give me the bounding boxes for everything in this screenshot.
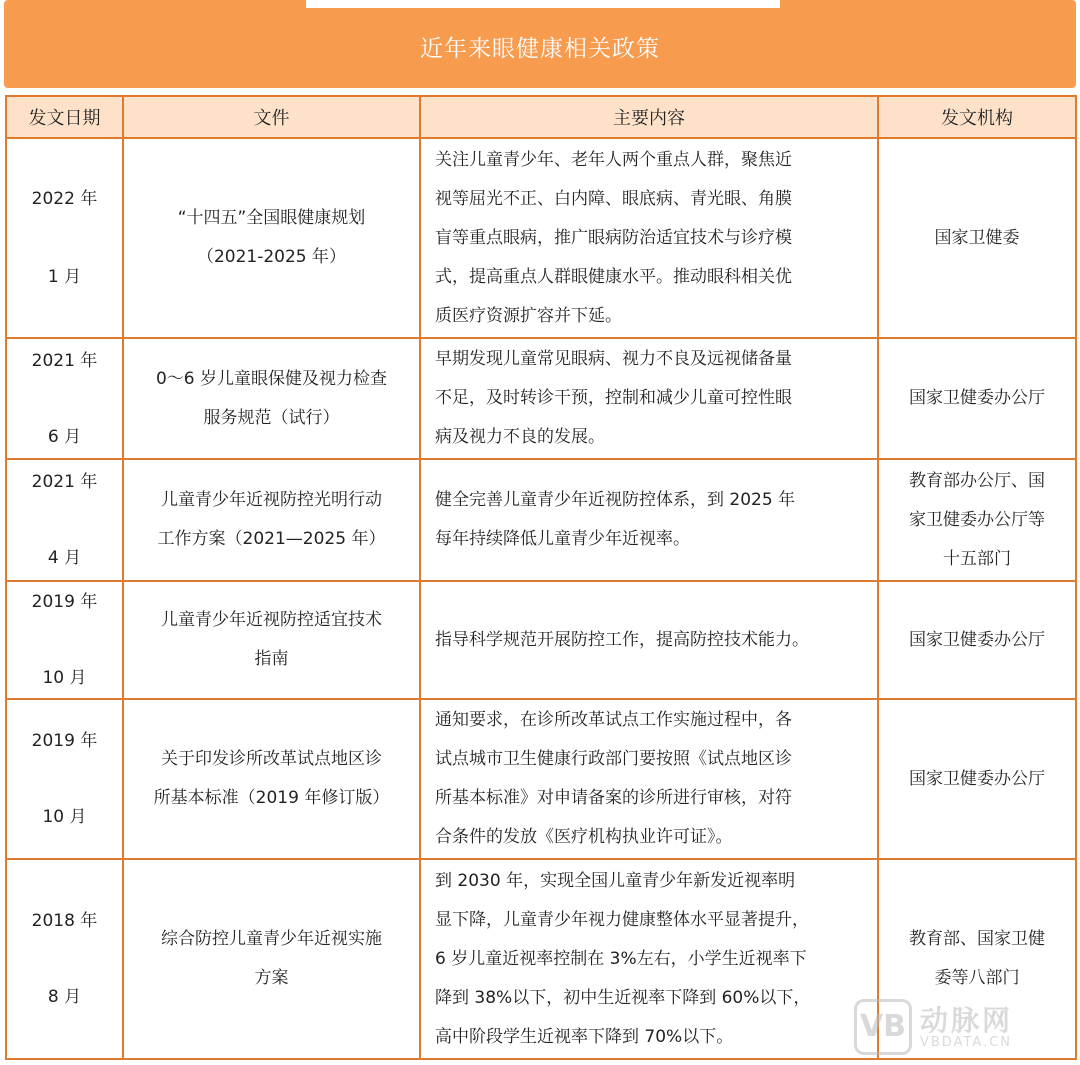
content-line: 不足，及时转诊干预，控制和减少儿童可控性眼	[435, 388, 792, 408]
content-line: 显下降，儿童青少年视力健康整体水平显著提升，	[435, 909, 809, 930]
cell-org	[878, 338, 1076, 459]
file-line: “十四五”全国眼健康规划	[177, 208, 366, 228]
date-month: 4 月	[47, 548, 82, 568]
content-line: 指导科学规范开展防控工作，提高防控技术能力。	[435, 629, 809, 650]
cell-file	[123, 338, 420, 459]
content-line: 所基本标准》对申请备案的诊所进行审核，对符	[435, 788, 792, 808]
cell-content	[420, 581, 878, 699]
date-month: 8 月	[47, 987, 82, 1007]
org-line: 国家卫健委办公厅	[909, 388, 1045, 408]
date-year: 2022 年	[31, 189, 98, 209]
cell-date	[6, 138, 123, 338]
content-line: 式，提高重点人群眼健康水平。推动眼科相关优	[435, 266, 792, 287]
vb-logo-icon: VB	[854, 999, 912, 1055]
banner-notch	[306, 0, 780, 8]
org-line: 国家卫健委	[934, 227, 1020, 248]
date-year: 2021 年	[31, 472, 98, 492]
header-date: 发文日期	[6, 96, 123, 138]
date-month: 10 月	[42, 668, 87, 688]
header-file: 文件	[123, 96, 420, 138]
content-line: 高中阶段学生近视率下降到 70%以下。	[435, 1026, 734, 1047]
header-content: 主要内容	[420, 96, 878, 138]
content-line: 通知要求，在诊所改革试点工作实施过程中，各	[435, 710, 792, 730]
file-line: 综合防控儿童青少年近视实施	[161, 929, 382, 949]
cell-file	[123, 699, 420, 859]
cell-file	[123, 138, 420, 338]
table-header-row	[6, 96, 1076, 138]
content-line: 关注儿童青少年、老年人两个重点人群，聚焦近	[435, 149, 792, 170]
content-line: 早期发现儿童常见眼病、视力不良及远视储备量	[435, 349, 792, 369]
table-row	[6, 581, 1076, 699]
cell-org	[878, 581, 1076, 699]
title-banner	[4, 0, 1076, 88]
file-line: 工作方案（2021—2025 年）	[157, 529, 386, 549]
policy-table	[5, 95, 1077, 1060]
table-row	[6, 459, 1076, 581]
cell-date	[6, 338, 123, 459]
cell-content	[420, 338, 878, 459]
content-line: 6 岁儿童近视率控制在 3%左右，小学生近视率下	[435, 948, 807, 969]
cell-content	[420, 699, 878, 859]
content-line: 质医疗资源扩容并下延。	[435, 305, 622, 326]
cell-content	[420, 859, 878, 1059]
org-line: 委等八部门	[934, 968, 1020, 988]
file-line: 所基本标准（2019 年修订版）	[153, 788, 390, 808]
content-line: 病及视力不良的发展。	[435, 427, 605, 447]
file-line: 服务规范（试行）	[203, 407, 340, 428]
date-month: 1 月	[47, 267, 82, 287]
vbdata-watermark	[854, 999, 1072, 1057]
file-line: 儿童青少年近视防控光明行动	[161, 490, 382, 510]
watermark-name: 动脉网	[920, 1004, 1014, 1037]
org-line: 教育部办公厅、国	[909, 470, 1045, 491]
file-line: 方案	[254, 968, 289, 988]
cell-content	[420, 459, 878, 581]
content-line: 健全完善儿童青少年近视防控体系，到 2025 年	[435, 490, 796, 510]
content-line: 到 2030 年，实现全国儿童青少年新发近视率明	[435, 870, 796, 891]
date-month: 10 月	[42, 807, 87, 827]
cell-date	[6, 459, 123, 581]
cell-org	[878, 459, 1076, 581]
content-line: 试点城市卫生健康行政部门要按照《试点地区诊	[435, 749, 792, 769]
watermark-domain: VBDATA.CN	[920, 1035, 1013, 1050]
date-year: 2019 年	[31, 592, 98, 612]
file-line: （2021-2025 年）	[196, 247, 347, 267]
cell-date	[6, 581, 123, 699]
org-line: 教育部、国家卫健	[909, 929, 1045, 949]
date-month: 6 月	[47, 426, 82, 447]
file-line: 儿童青少年近视防控适宜技术	[161, 610, 382, 630]
file-line: 关于印发诊所改革试点地区诊	[161, 749, 382, 769]
cell-date	[6, 699, 123, 859]
content-line: 降到 38%以下，初中生近视率下降到 60%以下，	[435, 987, 811, 1008]
page-title: 近年来眼健康相关政策	[420, 36, 660, 62]
org-line: 家卫健委办公厅等	[909, 509, 1045, 530]
content-line: 合条件的发放《医疗机构执业许可证》。	[435, 827, 733, 847]
header-org: 发文机构	[878, 96, 1076, 138]
cell-content	[420, 138, 878, 338]
date-year: 2019 年	[31, 731, 98, 751]
cell-org	[878, 138, 1076, 338]
content-line: 盲等重点眼病，推广眼病防治适宜技术与诊疗模	[435, 227, 792, 248]
table-row	[6, 338, 1076, 459]
file-line: 0～6 岁儿童眼保健及视力检查	[155, 368, 388, 389]
cell-file	[123, 581, 420, 699]
table-row	[6, 699, 1076, 859]
date-year: 2021 年	[31, 350, 98, 371]
cell-file	[123, 459, 420, 581]
org-line: 十五部门	[943, 548, 1011, 569]
cell-file	[123, 859, 420, 1059]
content-line: 视等屈光不正、白内障、眼底病、青光眼、角膜	[435, 188, 792, 209]
table-row	[6, 138, 1076, 338]
org-line: 国家卫健委办公厅	[909, 629, 1045, 650]
file-line: 指南	[254, 649, 289, 669]
content-line: 每年持续降低儿童青少年近视率。	[435, 529, 690, 549]
cell-date	[6, 859, 123, 1059]
date-year: 2018 年	[31, 911, 98, 931]
cell-org	[878, 699, 1076, 859]
org-line: 国家卫健委办公厅	[909, 768, 1045, 789]
